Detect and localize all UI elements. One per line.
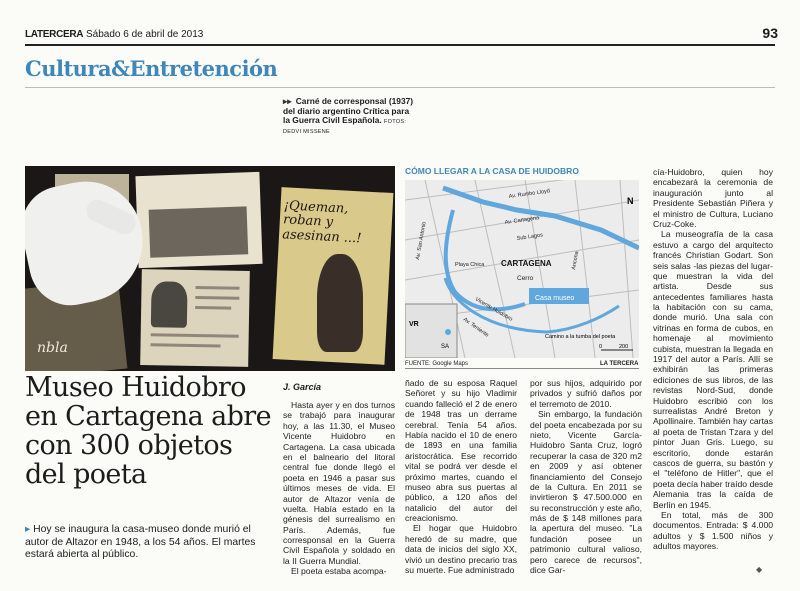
page-number: 93 xyxy=(762,25,778,41)
map-source: FUENTE: Google Maps xyxy=(405,361,469,367)
white-glove-image xyxy=(25,171,154,313)
map-rule xyxy=(405,368,639,369)
map-path-label: Camino a la tumba del poeta xyxy=(545,334,616,340)
masthead xyxy=(25,29,203,40)
photo-caption xyxy=(283,97,418,136)
paragraph: El poeta estaba acompa- xyxy=(291,566,387,577)
map-street-2: Av. Cartagena xyxy=(504,215,540,226)
paragraph: En total, más de 300 documentos. Entrada: $ 4.000 adultos y $ 1.500 niños y adultos mayores. xyxy=(653,509,773,552)
map-street-6: Sub Lagos xyxy=(516,232,544,242)
lead-arrow-icon: ▸ xyxy=(25,524,31,535)
lead-text: Hoy se inaugura la casa-museo donde murió el autor de Altazor en 1948, a los 54 años. El martes estará abierta al público. xyxy=(25,524,256,561)
photo-newspaper-clipping xyxy=(135,172,262,268)
photo-press-card xyxy=(140,269,250,367)
poster-figure xyxy=(317,254,363,352)
paragraph: El hogar que Huidobro heredó de su madre, que data de inicios del siglo XX, vivió un destino precario tras su muerte. Fue administrado xyxy=(405,523,517,576)
caption-text: Carné de corresponsal (1937) del diario argentino Crítica para la Guerra Civil Española. xyxy=(283,96,414,126)
map-museum-label: Casa museo xyxy=(535,295,575,302)
map-brand: LA TERCERA xyxy=(600,361,639,367)
map-sa-label: SA xyxy=(441,344,450,350)
caption-arrow-icon: ▸▸ xyxy=(283,96,292,106)
photo-credit: FOTOS: DEDVI MISSENE xyxy=(283,119,407,135)
paragraph: por sus hijos, adquirido por privados y sufrió daños por el terremoto de 2010. xyxy=(530,378,642,409)
lead-paragraph xyxy=(25,524,275,562)
paragraph: ñado de su esposa Raquel Señoret y su hijo Vladimir cuando falleció el 2 de enero de 1948 tras un derrame cerebral. Tenía 54 años. Había nacido el 10 de enero de 1893 en una familia aristocrática. Ese recorrido vital se podrá ver desde el próximo martes, cuando el museo abra sus puertas al público, a 120 años del natalicio del autor del creacionismo. xyxy=(405,378,517,524)
location-map xyxy=(405,180,639,358)
body-column-3 xyxy=(530,378,642,575)
header-rule xyxy=(25,44,775,46)
map-city-label: CARTAGENA xyxy=(501,259,552,268)
end-mark-icon: ◆ xyxy=(756,565,763,574)
map-street-8: Ancona xyxy=(571,250,581,271)
byline: J. García xyxy=(283,382,322,392)
map-graphic xyxy=(405,180,639,358)
paragraph: La museografía de la casa estuvo a cargo del arquitecto francés Christian Godart. Son seis salas -las piezas del lugar- que muestran la vida del artista. Desde sus antecedentes familiares hasta la habitación con su cama, donde murió. Una sala con vitrinas en forma de cubos, en homenaje al movimiento cubista, muestran la llegada en 1917 del autor a París. Allí se exhibirán las primeras ediciones de sus libros, de las revistas Nord-Sud, donde Huidobro escribió con los surrealistas André Breton y Apollinaire. También hay cartas al poeta de Tristan Tzara y del pintor Juan Gris. Luego, su escritorio, donde estarán cascos de guerra, su bastón y el "teléfono de Hitler", que el poeta decía haber traído desde Alemania tras la caída de Berlín en 1945. xyxy=(653,229,773,510)
issue-date: Sábado 6 de abril de 2013 xyxy=(86,29,204,40)
map-street-1: Av. Rumbo Lloyd xyxy=(508,188,551,200)
paragraph: cía-Huidobro, quien hoy encabezará la ceremonia de inauguración junto al Presidente Sebastián Piñera y el ministro de Cultura, Luciano Cruz-Coke. xyxy=(653,167,773,229)
body-column-1 xyxy=(283,400,395,577)
poster-lettering: ¡Queman, roban y asesinan ...! xyxy=(281,198,362,246)
map-scale-zero: 0 xyxy=(599,344,603,350)
portrait-image xyxy=(151,281,188,328)
body-column-2 xyxy=(405,378,517,575)
map-park-label: Cerro xyxy=(517,275,534,282)
map-street-3: Av. San Antonio xyxy=(415,221,428,261)
map-street-7: Playa Chica xyxy=(455,262,485,268)
map-north-label: N xyxy=(627,196,634,206)
section-rule xyxy=(25,87,775,88)
paragraph: Sin embargo, la fundación del poeta encabezada por su nieto, Vicente García-Huidobro Santa Cruz, logró recuperar la casa de 320 m2 en 2009 y así obtener financiamiento del Consejo de la Cultura. En 2011 se invirtieron $ 47.500.000 en su reconstrucción y este año, más de $ 148 millones para la apertura del museo. "La fundación posee un patrimonio cultural valioso, pero carece de recursos", dice Gar- xyxy=(530,409,642,576)
section-title: Cultura&Entretención xyxy=(25,56,278,81)
newspaper-brand: LATERCERA xyxy=(25,29,84,40)
photo-document-lettering: nbla xyxy=(37,340,68,356)
map-scale-200: 200 xyxy=(619,344,629,350)
map-street-5: Vicente Huidobro xyxy=(474,296,514,323)
headline: Museo Huidobro en Cartagena abre con 300 objetos del poeta xyxy=(25,372,271,490)
map-title: CÓMO LLEGAR A LA CASA DE HUIDOBRO xyxy=(405,166,579,176)
museum-photo xyxy=(25,166,395,371)
body-column-4 xyxy=(653,167,773,551)
paragraph: Hasta ayer y en dos turnos se trabajó para inaugurar hoy, a las 11.30, el Museo Vicente Huidobro en Cartagena. La casa ubicada en el balneario del litoral central fue donde llegó el poeta en 1946 a pasar sus últimos meses de vida. El autor de Altazor venía de vuelta. Había estado en la génesis del surrealismo en París. Además, fue corresponsal en la Guerra Civil Española y soldado en la II Guerra Mundial. xyxy=(283,400,395,566)
map-street-4: Av. Teniente xyxy=(461,316,490,339)
map-region-label: VR xyxy=(409,321,419,328)
